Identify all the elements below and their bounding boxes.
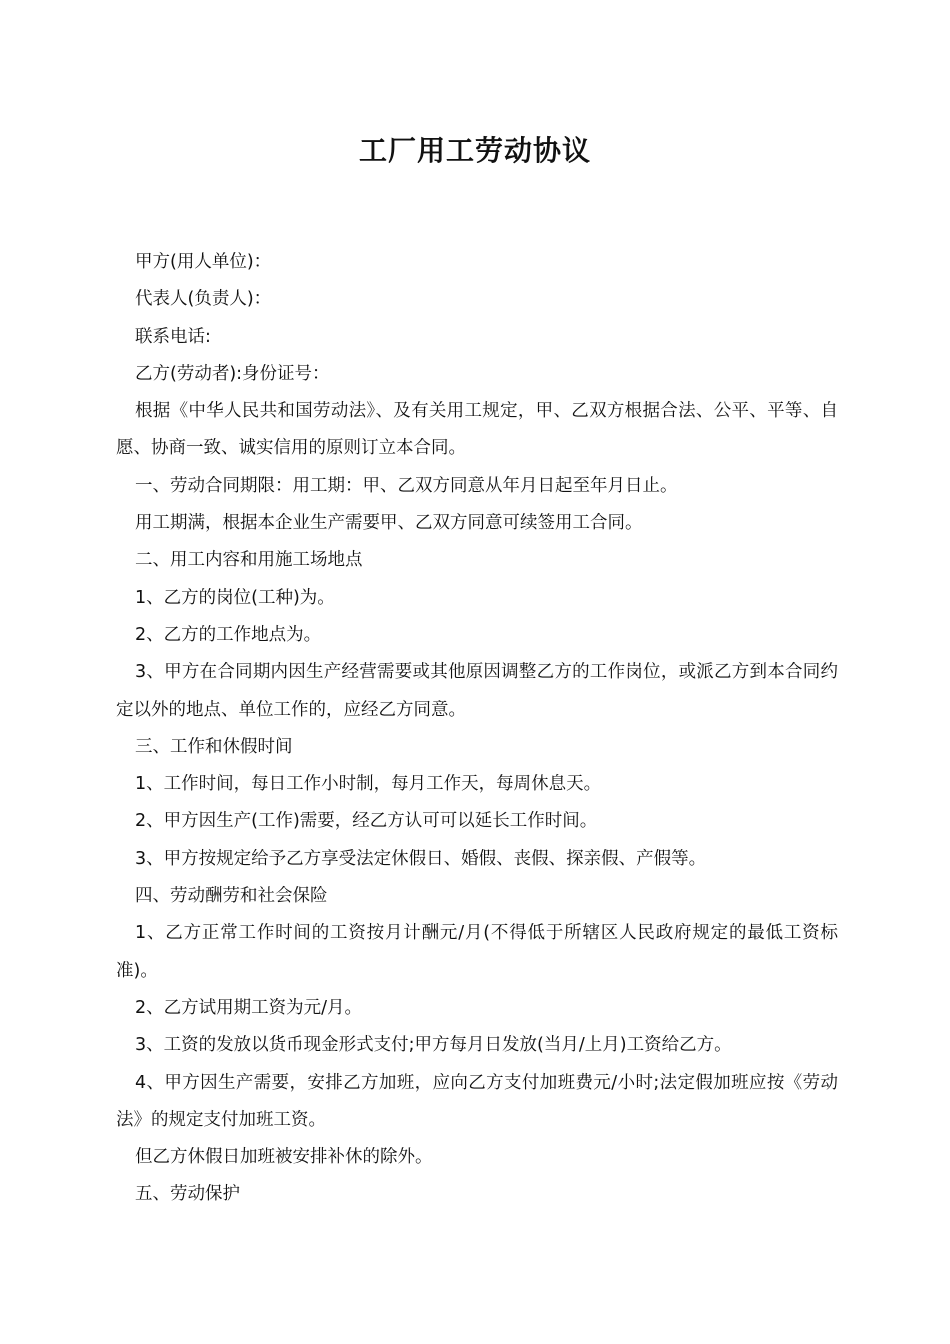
clause-position: 1、乙方的岗位(工种)为。 (135, 587, 335, 608)
document-body (116, 244, 838, 1214)
section-heading-pay-insurance: 四、劳动酬劳和社会保险 (135, 886, 328, 907)
paragraph-representative: 代表人(负责人)： (135, 289, 272, 310)
clause-overtime-pay: 4、甲方因生产需要，安排乙方加班，应向乙方支付加班费元/小时;法定假加班应按《劳动法》的规定支付加班工资。 (116, 1072, 838, 1130)
clause-work-location: 2、乙方的工作地点为。 (135, 624, 322, 645)
clause-payment-method: 3、工资的发放以货币现金形式支付;甲方每月日发放(当月/上月)工资给乙方。 (135, 1035, 732, 1056)
paragraph-phone: 联系电话: (135, 326, 211, 347)
clause-holidays: 3、甲方按规定给予乙方享受法定休假日、婚假、丧假、探亲假、产假等。 (135, 848, 707, 869)
section-heading-work-content: 二、用工内容和用施工场地点 (135, 550, 363, 571)
section-heading-contract-term: 一、劳动合同期限：用工期：甲、乙双方同意从年月日起至年月日止。 (135, 475, 678, 496)
clause-overtime-extension: 2、甲方因生产(工作)需要，经乙方认可可以延长工作时间。 (135, 811, 598, 832)
paragraph-preamble: 根据《中华人民共和国劳动法》、及有关用工规定，甲、乙双方根据合法、公平、平等、自愿、协商一致、诚实信用的原则订立本合同。 (116, 401, 838, 459)
clause-overtime-exception: 但乙方休假日加班被安排补休的除外。 (135, 1147, 433, 1168)
clause-probation-salary: 2、乙方试用期工资为元/月。 (135, 997, 363, 1018)
clause-position-adjustment: 3、甲方在合同期内因生产经营需要或其他原因调整乙方的工作岗位，或派乙方到本合同约定以外的地点、单位工作的，应经乙方同意。 (116, 662, 838, 720)
section-heading-labor-protection: 五、劳动保护 (135, 1184, 240, 1205)
paragraph-renewal: 用工期满，根据本企业生产需要甲、乙双方同意可续签用工合同。 (135, 513, 643, 534)
section-heading-work-hours: 三、工作和休假时间 (135, 736, 293, 757)
clause-monthly-salary: 1、乙方正常工作时间的工资按月计酬元/月(不得低于所辖区人民政府规定的最低工资标准)。 (116, 923, 838, 981)
paragraph-party-b: 乙方(劳动者):身份证号： (135, 363, 330, 384)
document-title: 工厂用工劳动协议 (358, 134, 591, 167)
clause-working-time: 1、工作时间，每日工作小时制，每月工作天，每周休息天。 (135, 774, 602, 795)
paragraph-party-a: 甲方(用人单位)： (135, 252, 272, 272)
